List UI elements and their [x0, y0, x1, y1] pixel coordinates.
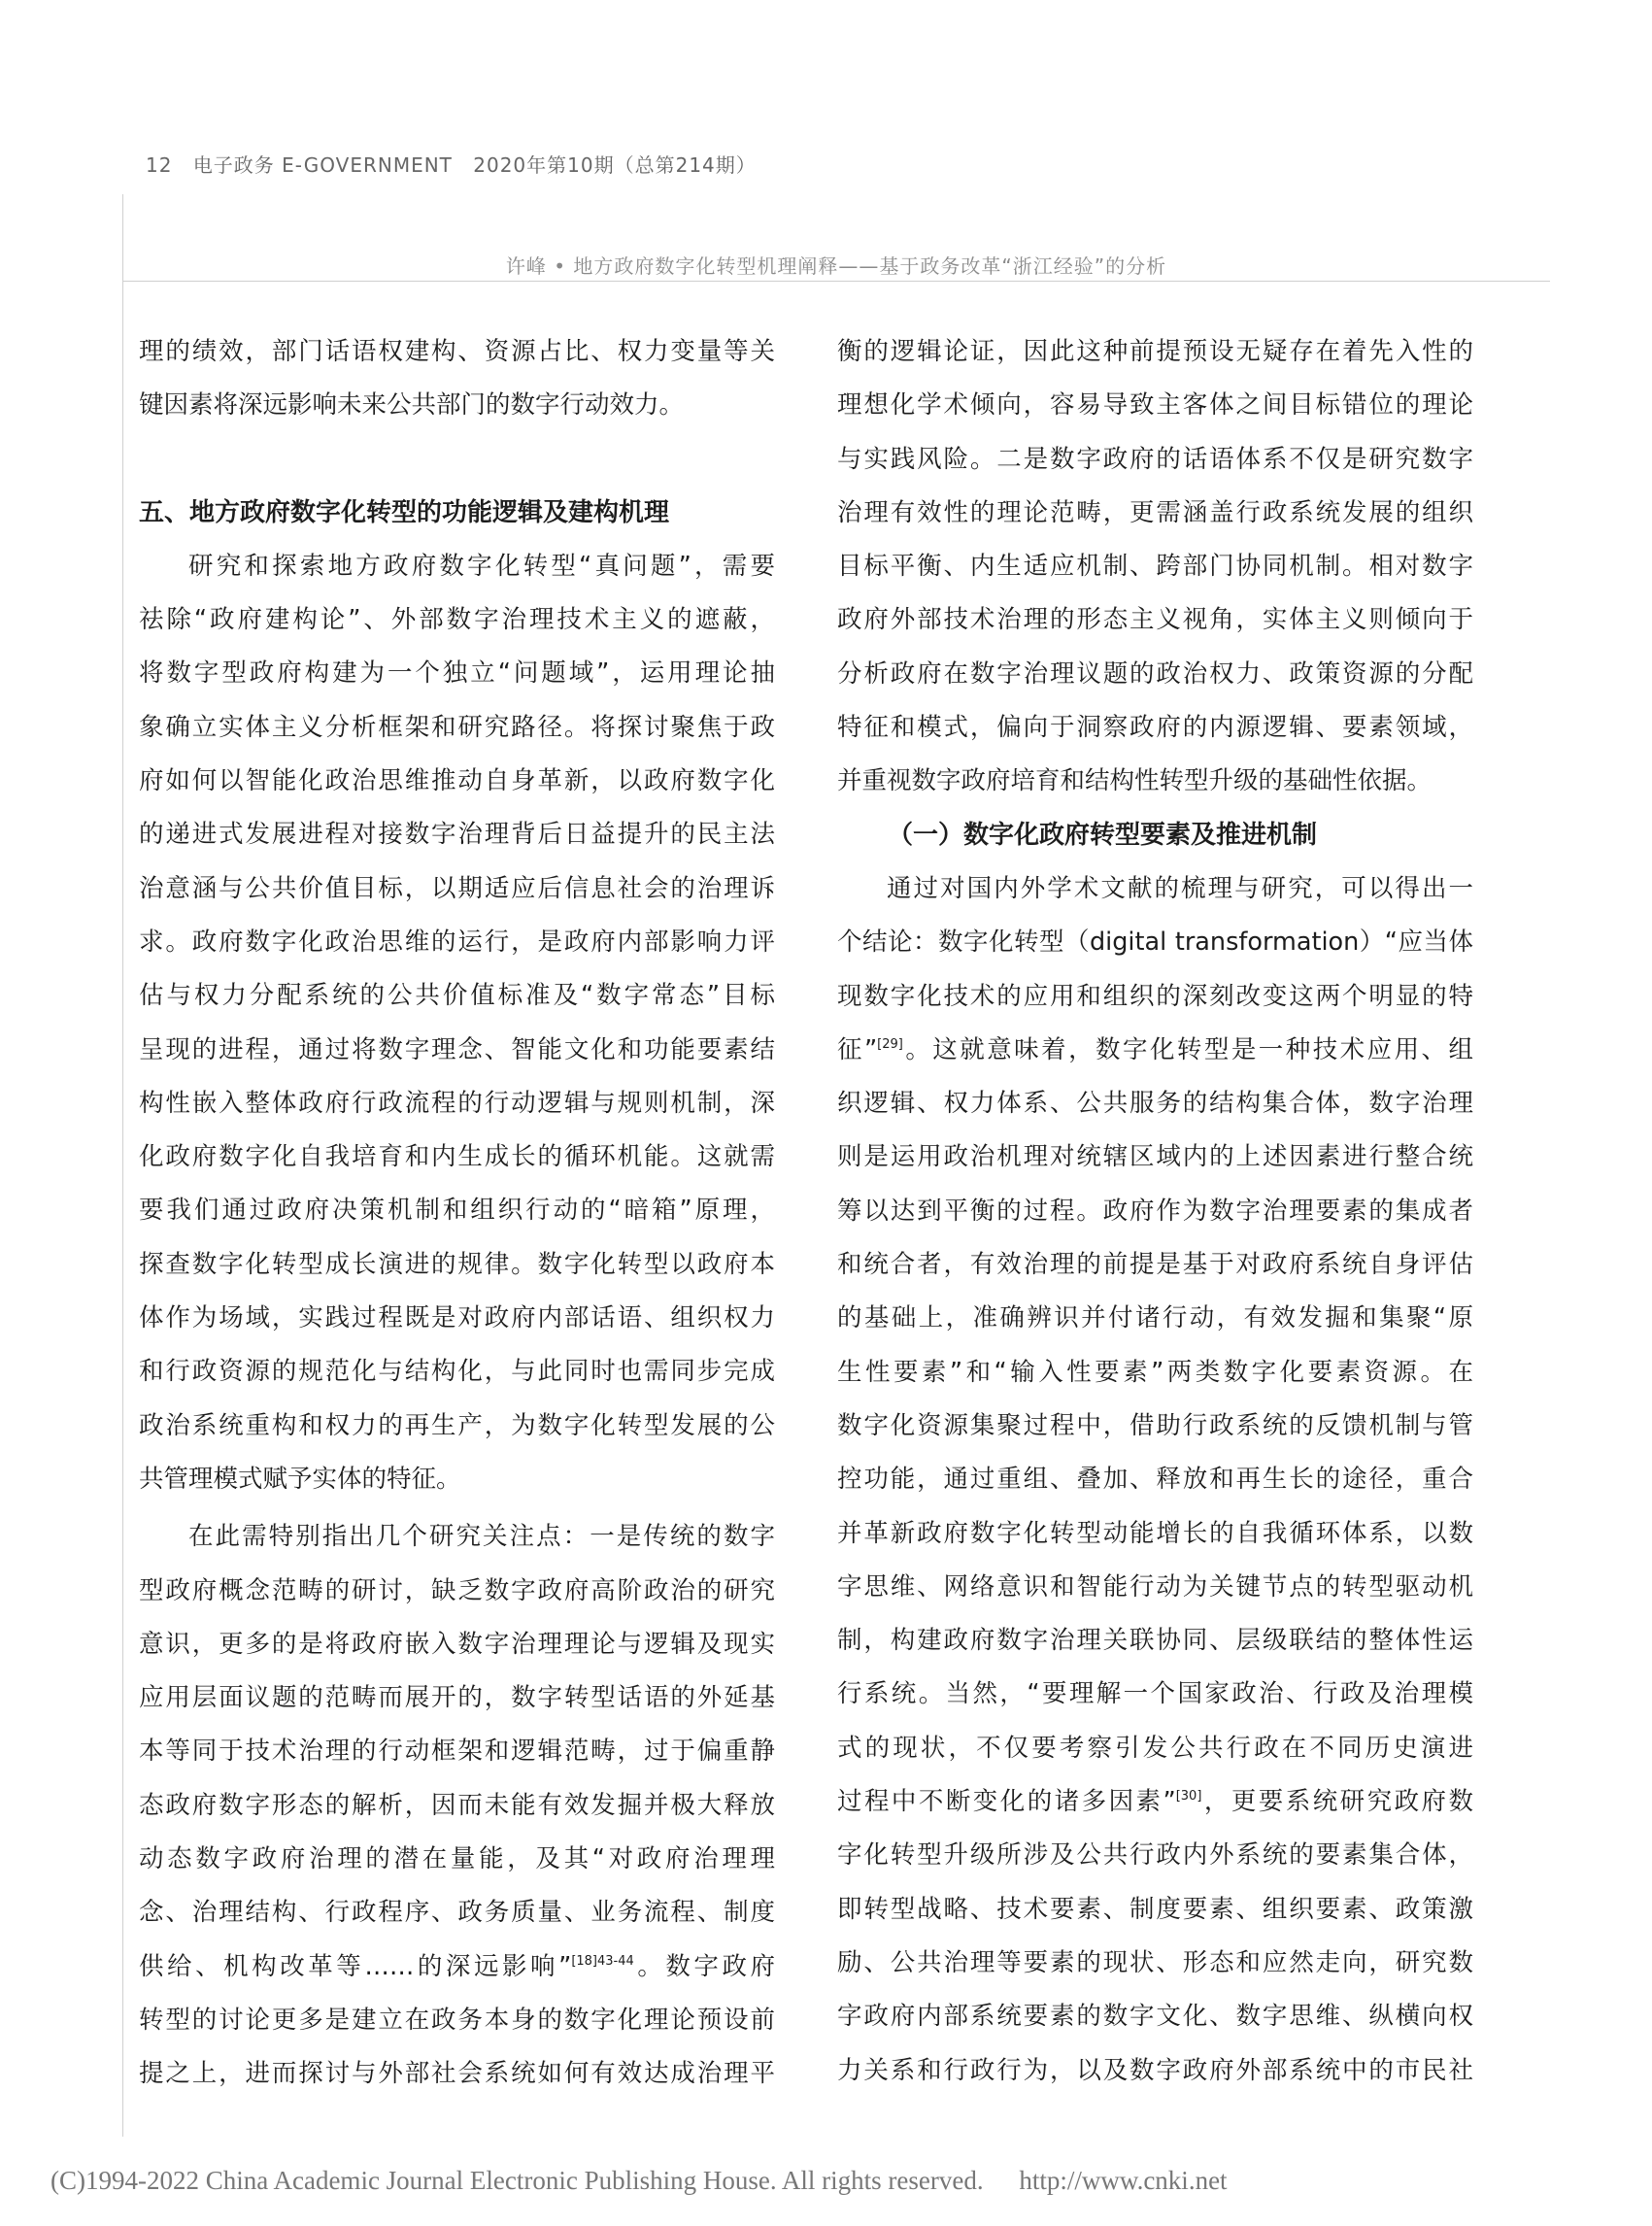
- text-line: 通过对国内外学术文献的梳理与研究，可以得出一: [887, 873, 1473, 903]
- text-line: 励、公共治理等要素的现状、形态和应然走向，研究数: [837, 1947, 1473, 1977]
- text-line: 祛除“政府建构论”、外部数字治理技术主义的遮蔽，: [139, 605, 775, 635]
- text-line: 特征和模式，偏向于洞察政府的内源逻辑、要素领域，: [837, 713, 1473, 743]
- text-line: 衡的逻辑论证，因此这种前提预设无疑存在着先入性的: [837, 337, 1473, 366]
- paragraph: [139, 325, 775, 433]
- text-line: 念、治理结构、行政程序、政务质量、业务流程、制度: [139, 1898, 775, 1928]
- left-column: [139, 325, 775, 2102]
- paragraph: [139, 540, 775, 1506]
- text-line: 研究和探索地方政府数字化转型“真问题”，需要: [188, 551, 775, 581]
- text-line: 态政府数字形态的解析，因而未能有效发掘并极大释放: [139, 1790, 775, 1820]
- text-line: 求。政府数字化政治思维的运行，是政府内部影响力评: [139, 927, 775, 957]
- text-line: 在此需特别指出几个研究关注点：一是传统的数字: [188, 1522, 775, 1552]
- text-line: 提之上，进而探讨与外部社会系统如何有效达成治理平: [139, 2059, 775, 2089]
- text-line: 即转型战略、技术要素、制度要素、组织要素、政策激: [837, 1894, 1473, 1924]
- text-line: 的递进式发展进程对接数字治理背后日益提升的民主法: [139, 820, 775, 850]
- text-line: 筹以达到平衡的过程。政府作为数字治理要素的集成者: [837, 1196, 1473, 1226]
- citation: [18]43-44: [571, 1953, 634, 1969]
- text-line: 治意涵与公共价值目标，以期适应后信息社会的治理诉: [139, 873, 775, 903]
- text-line: 将数字型政府构建为一个独立“问题域”，运用理论抽: [139, 658, 775, 689]
- text-line: 与实践风险。二是数字政府的话语体系不仅是研究数字: [837, 444, 1473, 474]
- text-line: 目标平衡、内生适应机制、跨部门协同机制。相对数字: [837, 552, 1473, 582]
- paragraph: [837, 862, 1473, 2098]
- text-line: 制，构建政府数字治理关联协同、层级联结的整体性运: [837, 1626, 1473, 1656]
- text-line: 动态数字政府治理的潜在量能，及其“对政府治理理: [139, 1844, 775, 1874]
- text-line: 式的现状，不仅要考察引发公共行政在不同历史演进: [837, 1733, 1473, 1763]
- journal-name: 电子政务 E-GOVERNMENT: [192, 153, 453, 177]
- header-divider: [122, 281, 1550, 282]
- text-line: 象确立实体主义分析框架和研究路径。将探讨聚焦于政: [139, 712, 775, 742]
- text-line: 分析政府在数字治理议题的政治权力、政策资源的分配: [837, 658, 1473, 689]
- text-line: 键因素将深远影响未来公共部门的数字行动效力。: [139, 390, 685, 421]
- section-heading: 五、地方政府数字化转型的功能逻辑及建构机理: [139, 497, 670, 527]
- paragraph: [139, 1510, 775, 2101]
- citation: [29]: [877, 1036, 903, 1052]
- text-line: 治理有效性的理论范畴，更需涵盖行政系统发展的组织: [837, 497, 1473, 527]
- text-line: 探查数字化转型成长演进的规律。数字化转型以政府本: [139, 1249, 775, 1279]
- text-line: 字政府内部系统要素的数字文化、数字思维、纵横向权: [837, 2002, 1473, 2032]
- text-line: 构性嵌入整体政府行政流程的行动逻辑与规则机制，深: [139, 1088, 775, 1118]
- text-line: 共管理模式赋予实体的特征。: [139, 1464, 461, 1494]
- page-number: 12: [146, 153, 173, 177]
- cnki-url[interactable]: http://www.cnki.net: [1019, 2166, 1228, 2195]
- text-line: 字思维、网络意识和智能行动为关键节点的转型驱动机: [837, 1571, 1473, 1602]
- text-line: 政治系统重构和权力的再生产，为数字化转型发展的公: [139, 1410, 775, 1440]
- copyright-footer: [51, 2166, 1228, 2196]
- paragraph: [837, 325, 1473, 809]
- text-line: 意识，更多的是将政府嵌入数字治理理论与逻辑及现实: [139, 1629, 775, 1659]
- text-line: 供给、机构改革等……的深远影响”$^{[18]43-44}$。数字政府: [139, 1951, 775, 1981]
- text-line: 要我们通过政府决策机制和组织行动的“暗箱”原理，: [139, 1196, 775, 1226]
- text-line: 的基础上，准确辨识并付诸行动，有效发掘和集聚“原: [837, 1303, 1473, 1333]
- text-line: 应用层面议题的范畴而展开的，数字转型话语的外延基: [139, 1683, 775, 1713]
- text-line: 估与权力分配系统的公共价值标准及“数字常态”目标: [139, 981, 775, 1011]
- text-line: 呈现的进程，通过将数字理念、智能文化和功能要素结: [139, 1034, 775, 1064]
- text-line: 生性要素”和“输入性要素”两类数字化要素资源。在: [837, 1357, 1473, 1387]
- text-line: 政府外部技术治理的形态主义视角，实体主义则倾向于: [837, 605, 1473, 635]
- text-line: 则是运用政治机理对统辖区域内的上述因素进行整合统: [837, 1142, 1473, 1172]
- text-line: 本等同于技术治理的行动框架和逻辑范畴，过于偏重静: [139, 1737, 775, 1767]
- running-title: 许峰 • 地方政府数字化转型机理阐释——基于政务改革“浙江经验”的分析: [505, 254, 1167, 278]
- issue-info: 2020年第10期（总第214期）: [473, 153, 757, 177]
- text-line: 体作为场域，实践过程既是对政府内部话语、组织权力: [139, 1303, 775, 1333]
- text-line: 行系统。当然，“要理解一个国家政治、行政及治理模: [837, 1679, 1473, 1709]
- right-column: [837, 325, 1473, 2098]
- text-line: 控功能，通过重组、叠加、释放和再生长的途径，重合: [837, 1465, 1473, 1495]
- margin-rule: [122, 194, 123, 2137]
- text-line: 力关系和行政行为，以及数字政府外部系统中的市民社: [837, 2055, 1473, 2085]
- text-line: 字化转型升级所涉及公共行政内外系统的要素集合体，: [837, 1840, 1473, 1871]
- text-line: 和统合者，有效治理的前提是基于对政府系统自身评估: [837, 1250, 1473, 1280]
- text-line: 织逻辑、权力体系、公共服务的结构集合体，数字治理: [837, 1089, 1473, 1119]
- copyright-text: (C)1994-2022 China Academic Journal Electronic Publishing House. All rights reserved.: [51, 2166, 984, 2195]
- text-line: 和行政资源的规范化与结构化，与此同时也需同步完成: [139, 1357, 775, 1387]
- text-line: 型政府概念范畴的研讨，缺乏数字政府高阶政治的研究: [139, 1575, 775, 1605]
- text-line: 现数字化技术的应用和组织的深刻改变这两个明显的特: [837, 981, 1473, 1011]
- text-line: 府如何以智能化政治思维推动自身革新，以政府数字化: [139, 766, 775, 796]
- text-line: 并重视数字政府培育和结构性转型升级的基础性依据。: [837, 766, 1433, 796]
- text-line: 化政府数字化自我培育和内生成长的循环机能。这就需: [139, 1142, 775, 1172]
- citation: [30]: [1175, 1789, 1202, 1804]
- text-line: 过程中不断变化的诸多因素”[30]，更要系统研究政府数: [837, 1787, 1473, 1817]
- text-line: 转型的讨论更多是建立在政务本身的数字化理论预设前: [139, 2005, 775, 2035]
- text-line: 理的绩效，部门话语权建构、资源占比、权力变量等关: [139, 337, 775, 366]
- subsection-heading: （一）数字化政府转型要素及推进机制: [888, 820, 1318, 850]
- text-line: 个结论：数字化转型（digital transformation）“应当体: [837, 928, 1473, 958]
- text-line: 理想化学术倾向，容易导致主客体之间目标错位的理论: [837, 390, 1473, 421]
- page-header: [146, 150, 770, 178]
- text-line: 征”[29]。这就意味着，数字化转型是一种技术应用、组: [837, 1034, 1473, 1064]
- text-line: 数字化资源集聚过程中，借助行政系统的反馈机制与管: [837, 1410, 1473, 1440]
- text-line: 并革新政府数字化转型动能增长的自我循环体系，以数: [837, 1518, 1473, 1548]
